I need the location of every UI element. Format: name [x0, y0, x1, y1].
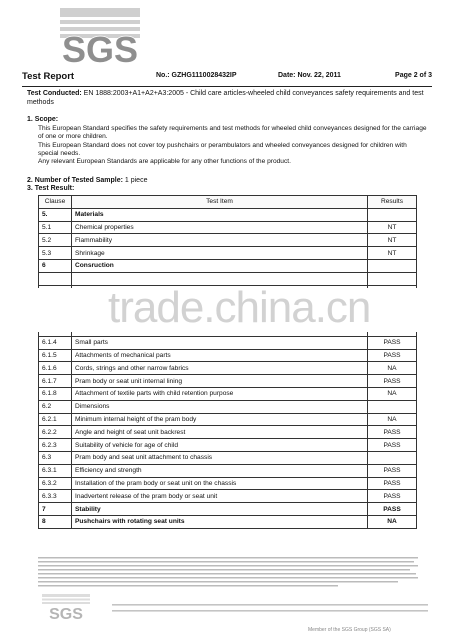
test-item-cell: Pushchairs with rotating seat units: [72, 515, 368, 528]
table-row: [39, 477, 417, 490]
test-item-cell: Flammability: [72, 234, 368, 247]
clause-cell: 6.1.6: [39, 362, 72, 375]
test-item-cell: Chemical properties: [72, 221, 368, 234]
clause-cell: 6.2: [39, 400, 72, 413]
svg-text:SGS: SGS: [49, 606, 83, 621]
result-cell: PASS: [368, 336, 417, 349]
sgs-logo: [58, 6, 142, 66]
table-row: [39, 400, 417, 413]
scope-paragraph: This European Standard does not cover toy pushchairs or perambulators and wheeled conveyances designed for children with special needs.: [38, 141, 407, 157]
clause-cell: 6: [39, 259, 72, 272]
result-cell: PASS: [368, 477, 417, 490]
result-cell: [368, 208, 417, 221]
clause-cell: 6.3.1: [39, 464, 72, 477]
table-row: [39, 426, 417, 439]
clause-cell: 6.2.3: [39, 439, 72, 452]
result-cell: [368, 451, 417, 464]
clause-cell: 6.3.3: [39, 490, 72, 503]
test-result-heading: 3. Test Result:: [27, 185, 75, 192]
result-cell: NT: [368, 234, 417, 247]
clause-cell: 6.1.8: [39, 387, 72, 400]
table-row: [39, 515, 417, 528]
scope-paragraph: Any relevant European Standards are applicable for any other functions of the product.: [38, 158, 291, 166]
result-cell: NT: [368, 247, 417, 260]
table-row: [39, 375, 417, 388]
result-cell: NA: [368, 387, 417, 400]
table-header-row: [39, 196, 417, 209]
clause-cell: 6.2.1: [39, 413, 72, 426]
test-item-cell: Minimum internal height of the pram body: [72, 413, 368, 426]
clause-cell: 5.1: [39, 221, 72, 234]
test-conducted-text: EN 1888:2003+A1+A2+A3:2005 - Child care articles-wheeled child conveyances safety requirements and test methods: [27, 90, 424, 106]
result-cell: [368, 259, 417, 272]
company-address: [112, 602, 428, 616]
test-conducted-label: Test Conducted:: [27, 90, 82, 97]
result-cell: PASS: [368, 490, 417, 503]
clause-cell: 6.3: [39, 451, 72, 464]
result-cell: [368, 400, 417, 413]
table-row: [39, 259, 417, 272]
clause-cell: 6.3.2: [39, 477, 72, 490]
result-cell: NT: [368, 221, 417, 234]
page-number: Page 2 of 3: [395, 72, 432, 79]
sgs-logo-text: SGS: [61, 29, 139, 66]
result-cell: PASS: [368, 503, 417, 516]
result-cell: PASS: [368, 375, 417, 388]
scope-text: [38, 125, 428, 166]
test-item-cell: Suitability of vehicle for age of child: [72, 439, 368, 452]
result-cell: NA: [368, 362, 417, 375]
watermark: trade.china.cn: [108, 283, 371, 332]
test-item-cell: Dimensions: [72, 400, 368, 413]
header-results: Results: [368, 196, 417, 209]
test-conducted: [27, 89, 427, 107]
sgs-stamp-logo: [40, 593, 92, 621]
table-row: [39, 439, 417, 452]
legal-disclaimer: [38, 556, 420, 592]
test-item-cell: Consruction: [72, 259, 368, 272]
report-header: [22, 72, 432, 84]
table-row: [39, 503, 417, 516]
clause-cell: 6.1.5: [39, 349, 72, 362]
member-notice: Member of the SGS Group (SGS SA): [308, 627, 391, 633]
test-item-cell: Materials: [72, 208, 368, 221]
clause-cell: 6.1.4: [39, 336, 72, 349]
test-item-cell: Angle and height of seat unit backrest: [72, 426, 368, 439]
table-row: [39, 464, 417, 477]
table-row: [39, 234, 417, 247]
test-item-cell: Attachments of mechanical parts: [72, 349, 368, 362]
clause-cell: 5.2: [39, 234, 72, 247]
result-cell: NA: [368, 515, 417, 528]
table-row: [39, 490, 417, 503]
header-clause: Clause: [39, 196, 72, 209]
result-cell: PASS: [368, 349, 417, 362]
scope-paragraph: This European Standard specifies the safety requirements and test methods for wheeled child conveyances designed for the carriage of one or more children.: [38, 125, 427, 141]
test-item-cell: Efficiency and strength: [72, 464, 368, 477]
result-cell: [368, 272, 417, 285]
table-row: [39, 362, 417, 375]
clause-cell: 6.2.2: [39, 426, 72, 439]
test-item-cell: Attachment of textile parts with child retention purpose: [72, 387, 368, 400]
report-title: Test Report: [22, 71, 75, 82]
clause-cell: 6.1.7: [39, 375, 72, 388]
result-cell: PASS: [368, 439, 417, 452]
clause-cell: [39, 272, 72, 285]
report-number: No.: GZHG1110028432IP: [156, 72, 237, 79]
table-row: [39, 451, 417, 464]
test-item-cell: Stability: [72, 503, 368, 516]
clause-cell: 8: [39, 515, 72, 528]
table-row: [39, 413, 417, 426]
result-cell: PASS: [368, 426, 417, 439]
test-item-cell: Pram body and seat unit attachment to chassis: [72, 451, 368, 464]
test-item-cell: Cords, strings and other narrow fabrics: [72, 362, 368, 375]
table-row: [39, 247, 417, 260]
test-item-cell: Installation of the pram body or seat unit on the chassis: [72, 477, 368, 490]
clause-cell: 7: [39, 503, 72, 516]
samples-value: 1 piece: [122, 177, 148, 184]
table-row: [39, 349, 417, 362]
header-divider: [22, 86, 432, 87]
test-item-cell: Shrinkage: [72, 247, 368, 260]
report-date: Date: Nov. 22, 2011: [278, 72, 341, 79]
table-row: [39, 387, 417, 400]
test-item-cell: Small parts: [72, 336, 368, 349]
header-test-item: Test Item: [72, 196, 368, 209]
table-row: [39, 221, 417, 234]
clause-cell: 5.3: [39, 247, 72, 260]
test-item-cell: Inadvertent release of the pram body or seat unit: [72, 490, 368, 503]
result-cell: NA: [368, 413, 417, 426]
table-row: [39, 208, 417, 221]
result-cell: PASS: [368, 464, 417, 477]
results-table: [38, 195, 417, 529]
clause-cell: 5.: [39, 208, 72, 221]
test-item-cell: Pram body or seat unit internal lining: [72, 375, 368, 388]
scope-heading: 1. Scope:: [27, 116, 59, 123]
samples-heading: 2. Number of Tested Sample:: [27, 177, 123, 184]
table-row: [39, 336, 417, 349]
